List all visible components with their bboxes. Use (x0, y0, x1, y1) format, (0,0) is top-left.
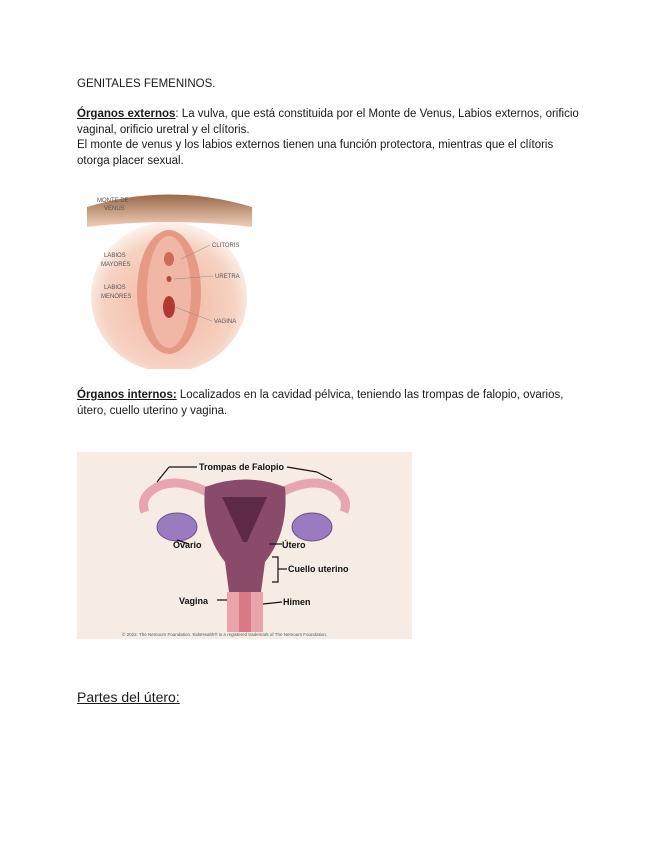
label-venus: VENUS (104, 206, 125, 212)
uretra-shape (167, 276, 172, 282)
label-cuello: Cuello uterino (288, 564, 349, 574)
label-labios-mayores-2: MAYORES (101, 262, 131, 268)
label-himen: Himen (283, 597, 311, 607)
externos-term: Órganos externos (77, 108, 176, 120)
title-text: GENITALES FEMENINOS. (77, 78, 216, 90)
left-ovary-shape (157, 513, 197, 541)
label-trompas: Trompas de Falopio (199, 462, 285, 472)
label-uretra: URETRA (215, 274, 240, 280)
label-ovario: Ovario (173, 540, 202, 550)
internos-text: Localizados en la cavidad pélvica, teniendo las trompas de falopio, ovarios, útero, cuello uterino y vagina. (77, 389, 564, 417)
label-monte: MONTE DE (97, 198, 129, 204)
internos-paragraph (77, 388, 587, 419)
label-utero: Útero (282, 540, 306, 550)
vulva-diagram (77, 187, 260, 369)
clitoris-shape (164, 252, 174, 266)
label-clitoris: CLITORIS (212, 243, 240, 249)
vagina-shape (163, 296, 175, 318)
right-ovary-shape (292, 513, 332, 541)
externos-paragraph (77, 107, 587, 169)
label-labios-menores-2: MENORES (101, 294, 132, 300)
uterus-diagram (77, 452, 412, 639)
externos-text-2: El monte de venus y los labios externos tienen una función protectora, mientras que el clítoris otorga placer sexual. (77, 139, 554, 167)
label-vagina: VAGINA (214, 319, 237, 325)
document-title (77, 77, 587, 93)
externos-text: : La vulva, que está constituida por el Monte de Venus, Labios externos, orificio vaginal, orificio uretral y el clítoris. (77, 108, 579, 136)
label-labios-mayores-1: LABIOS (104, 253, 126, 259)
copyright-text: © 2022. The Nemours Foundation. KidsHealth® is a registered trademark of The Nemours Foundation. (122, 632, 328, 637)
partes-heading: Partes del útero: (77, 689, 180, 705)
label-labios-menores-1: LABIOS (104, 285, 126, 291)
internos-term: Órganos internos: (77, 389, 177, 401)
label-vagina: Vagina (179, 596, 209, 606)
